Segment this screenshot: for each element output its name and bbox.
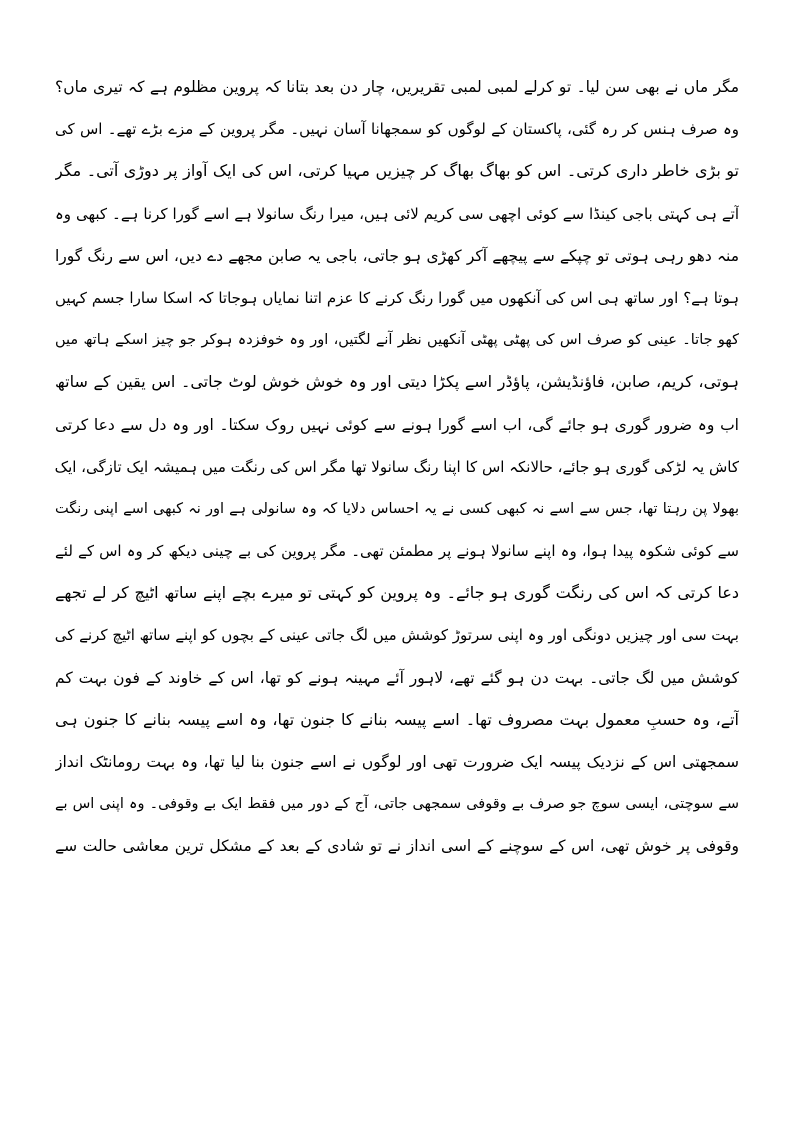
text-line: اب وہ ضرور گوری ہو جائے گی، اب اسے گورا ہونے سے کوئی نہیں روک سکتا۔ اور وہ دل سے دعا کرتی (55, 415, 739, 434)
text-line: وقوفی پر خوش تھی، اس کے سوچنے کے اسی انداز نے تو شادی کے بعد کے مشکل ترین معاشی حالت سے (55, 837, 739, 856)
urdu-text-body (55, 70, 739, 872)
text-line: کوشش میں لگ جاتی۔ بہت دن ہو گئے تھے، لاہور آئے مہینہ ہونے کو تھا، اس کے خاوند کے فون بہت کم (55, 668, 739, 687)
text-line: سمجھتی اس کے نزدیک پیسہ ایک ضرورت تھی اور لوگوں نے اسے جنون بنا لیا تھا، وہ بہت رومانٹک انداز (55, 753, 739, 771)
text-line: بہت سی اور چیزیں دونگی اور وہ اپنی سرتوڑ کوشش میں لگ جاتی عینی کے بچوں کو اپنے ساتھ اٹیچ کرنے کی (55, 626, 739, 645)
text-line: ہوتی، کریم، صابن، فاؤنڈیشن، پاؤڈر اسے پکڑا دیتی اور وہ خوش خوش لوٹ جاتی۔ اس یقین کے ساتھ (55, 372, 739, 392)
text-line: مگر ماں نے بھی سن لیا۔ تو کرلے لمبی لمبی تقریریں، چار دن بعد بتانا کہ پروین مظلوم ہے کہ تیری ماں؟ (55, 78, 739, 96)
text-line: سے سوچتی، ایسی سوچ جو صرف بے وقوفی سمجھی جاتی، آج کے دور میں فقط ایک بے وقوفی۔ وہ اپنی اس بے (55, 796, 739, 813)
text-line: آتے ہی کہتی باجی کینڈا سے کوئی اچھی سی کریم لائی ہیں، میرا رنگ سانولا ہے اسے گورا کرنا ہے۔ کبھی وہ (55, 204, 739, 223)
text-line: ہوتا ہے؟ اور ساتھ ہی اس کی آنکھوں میں گورا رنگ کرنے کا عزم اتنا نمایاں ہوجاتا کہ اسکا سارا جسم کہیں (55, 288, 739, 307)
text-line: آتے، وہ حسبِ معمول بہت مصروف تھا۔ اسے پیسہ بنانے کا جنون تھا، وہ اسے پیسہ بنانے کا جنون ہی (55, 709, 739, 729)
text-line: دعا کرتی کہ اس کی رنگت گوری ہو جائے۔ وہ پروین کو کہتی تو میرے بچے اپنے ساتھ اٹیچ کر لے تجھے (55, 583, 739, 603)
text-line: منہ دھو رہی ہوتی تو چپکے سے پیچھے آکر کھڑی ہو جاتی، باجی یہ صابن مجھے دے دیں، اس سے رنگ گورا (55, 246, 739, 265)
text-line: سے کوئی شکوہ پیدا ہوا، وہ اپنے سانولا ہونے پر مطمئن تھی۔ مگر پروین کی بے چینی دیکھ کر وہ اس کے لئے (55, 542, 739, 561)
text-line: کاش یہ لڑکی گوری ہو جائے، حالانکہ اس کا اپنا رنگ سانولا تھا مگر اس کی رنگت میں ہمیشہ ایک تازگی، ایک (55, 457, 739, 476)
text-line: بھولا پن رہتا تھا، جس سے اسے نہ کبھی کسی نے یہ احساس دلایا کہ وہ سانولی ہے اور نہ کبھی اسے اپنی رنگت (55, 500, 739, 517)
text-line: تو بڑی خاطر داری کرتی۔ اس کو بھاگ بھاگ کر چیزیں مہیا کرتی، اس کی ایک آواز پر دوڑی آتی۔ مگر (55, 161, 739, 181)
text-line: وہ صرف ہنس کر رہ گئی، پاکستان کے لوگوں کو سمجھانا آسان نہیں۔ مگر پروین کے مزے بڑے تھے۔ اس کی (55, 120, 739, 139)
text-line: کھو جاتا۔ عینی کو صرف اس کی پھٹی پھٹی آنکھیں نظر آنے لگتیں، اور وہ خوفزدہ ہوکر جو چیز اسکے ہاتھ میں (55, 332, 739, 349)
